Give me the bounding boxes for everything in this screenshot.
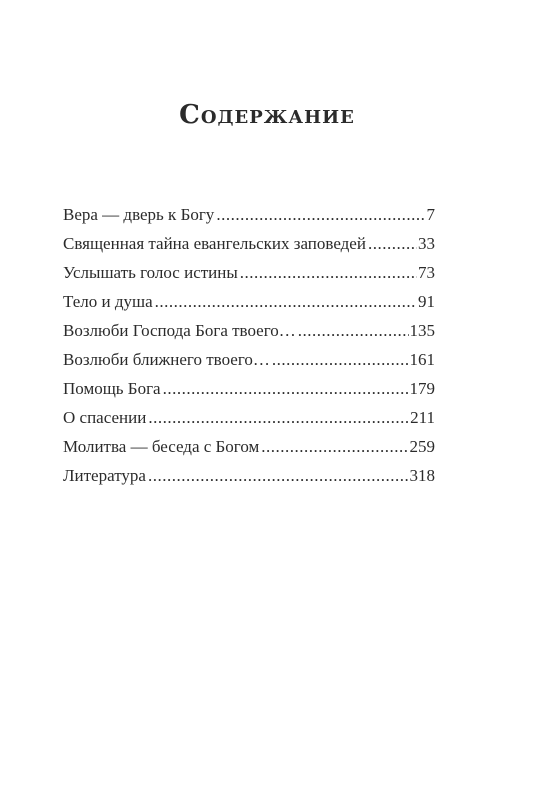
toc-entry-page: 161: [409, 350, 435, 369]
toc-entry-title: Литература: [63, 466, 146, 485]
toc-entry-title: Возлюби Господа Бога твоего…: [63, 321, 296, 340]
toc-leader-dots: [240, 260, 417, 286]
toc-leader-dots: [368, 231, 417, 257]
toc-leader-dots: [155, 289, 417, 315]
toc-entry-title: Вера — дверь к Богу: [63, 205, 215, 224]
toc-leader-dots: [261, 434, 408, 460]
toc-entry-page: 259: [409, 437, 435, 456]
toc-entry[interactable]: [63, 405, 435, 434]
toc-entry-page: 73: [418, 263, 435, 282]
toc-leader-dots: [298, 318, 409, 344]
toc-entry[interactable]: [63, 376, 435, 405]
toc-entry-title: Священная тайна евангельских заповедей: [63, 234, 366, 253]
toc-entry-page: 33: [418, 234, 435, 253]
toc-entry[interactable]: [63, 231, 435, 260]
toc-entry-page: 7: [426, 205, 435, 224]
toc-leader-dots: [163, 376, 409, 402]
toc-entry[interactable]: [63, 434, 435, 463]
toc-leader-dots: [148, 463, 409, 489]
toc-entry-title: Услышать голос истины: [63, 263, 238, 282]
toc-entry[interactable]: [63, 347, 435, 376]
toc-entry-page: 318: [409, 466, 435, 485]
toc-entry-page: 211: [410, 408, 435, 427]
toc-entry[interactable]: [63, 260, 435, 289]
toc-entry-page: 91: [418, 292, 435, 311]
toc-leader-dots: [216, 202, 425, 228]
toc-entry[interactable]: [63, 289, 435, 318]
toc-leader-dots: [272, 347, 409, 373]
table-of-contents: [63, 202, 435, 492]
toc-entry[interactable]: [63, 463, 435, 492]
toc-entry-title: Возлюби ближнего твоего…: [63, 350, 270, 369]
toc-entry-title: Молитва — беседа с Богом: [63, 437, 260, 456]
toc-entry[interactable]: [63, 318, 435, 347]
toc-leader-dots: [148, 405, 409, 431]
toc-entry-title: Тело и душа: [63, 292, 153, 311]
page-title: Содержание: [179, 100, 355, 130]
toc-entry-title: Помощь Бога: [63, 379, 161, 398]
toc-entry-page: 179: [409, 379, 435, 398]
toc-entry-page: 135: [409, 321, 435, 340]
toc-entry[interactable]: [63, 202, 435, 231]
toc-entry-title: О спасении: [63, 408, 147, 427]
